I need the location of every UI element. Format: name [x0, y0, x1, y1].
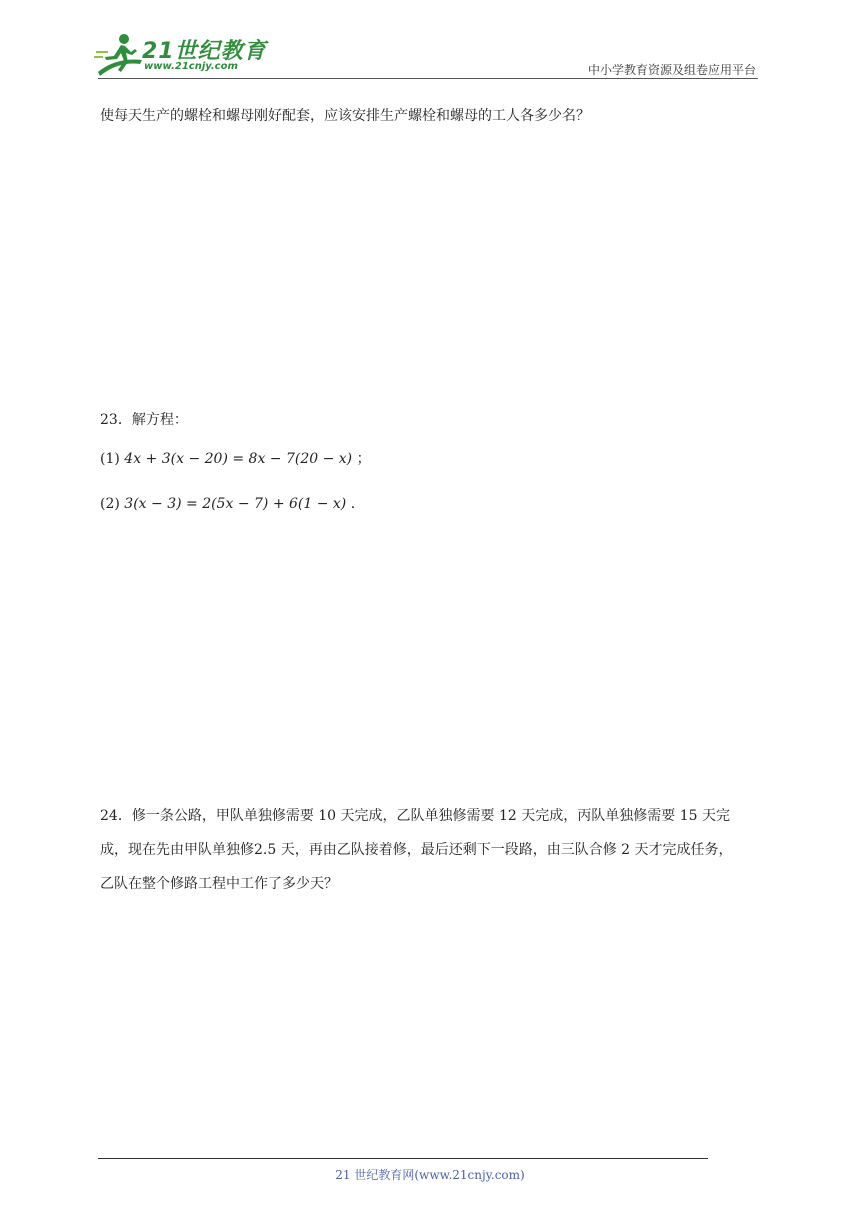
question-23-part-2	[100, 494, 365, 514]
page-header	[0, 0, 860, 80]
question-24-line-1: 24．修一条公路，甲队单独修需要 10 天完成，乙队单独修需要 12 天完成，丙队单独修需要 15 天完	[100, 808, 730, 824]
platform-name: 中小学教育资源及组卷应用平台	[587, 63, 756, 77]
punctuation: ．	[350, 496, 365, 512]
question-23-title: 23．解方程：	[100, 412, 188, 428]
logo-text: 21世纪教育	[142, 39, 267, 64]
previous-question-tail: 使每天生产的螺栓和螺母刚好配套，应该安排生产螺栓和螺母的工人各多少名？	[100, 108, 590, 124]
logo-url: www.21cnjy.com	[144, 61, 238, 72]
question-24-line-2: 成，现在先由甲队单独修2.5 天，再由乙队接着修，最后还剩下一段路，由三队合修 2 天才完成任务，	[100, 842, 733, 858]
running-man-logo-icon	[94, 32, 144, 78]
footer-divider	[98, 1158, 708, 1159]
header-divider	[98, 78, 758, 79]
punctuation: ；	[356, 451, 371, 467]
equation-2: 3(x − 3) = 2(5x − 7) + 6(1 − x)	[124, 496, 347, 512]
footer-text[interactable]: 21 世纪教育网(www.21cnjy.com)	[335, 1168, 525, 1182]
question-24-line-3: 乙队在整个修路工程中工作了多少天？	[100, 876, 338, 892]
part-label: (1)	[100, 451, 120, 467]
part-label: (2)	[100, 496, 120, 512]
equation-1: 4x + 3(x − 20) = 8x − 7(20 − x)	[124, 451, 353, 467]
site-logo[interactable]	[94, 32, 267, 78]
question-23-part-1	[100, 449, 371, 469]
